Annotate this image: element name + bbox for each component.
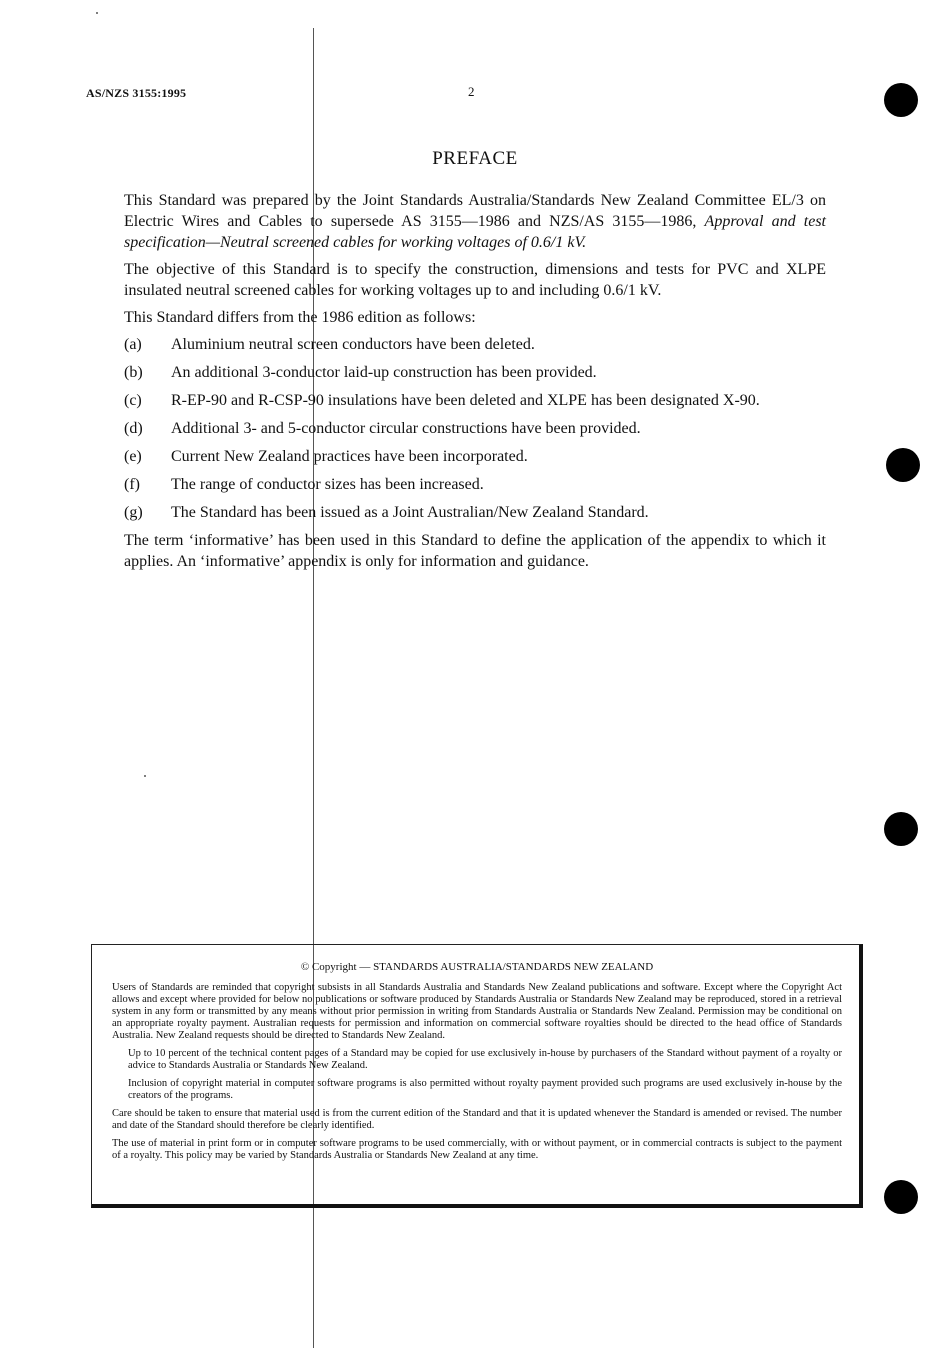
list-item-text: R-EP-90 and R-CSP-90 insulations have been deleted and XLPE has been designated X-90. bbox=[171, 392, 760, 409]
preface-paragraph: The objective of this Standard is to specify the construction, dimensions and tests for PVC and XLPE insulated neutral screened cables for working voltages up to and including 0.6/1 kV. bbox=[124, 261, 826, 299]
list-item bbox=[124, 362, 826, 383]
scan-speck bbox=[96, 12, 98, 14]
list-item bbox=[124, 390, 826, 411]
list-item bbox=[124, 418, 826, 439]
list-item bbox=[124, 474, 826, 495]
list-item-label: (c) bbox=[124, 392, 142, 409]
list-item bbox=[124, 446, 826, 467]
list-item-text: Current New Zealand practices have been incorporated. bbox=[171, 448, 528, 465]
list-item-label: (b) bbox=[124, 364, 143, 381]
copyright-paragraph: Inclusion of copyright material in computer software programs is also permitted without royalty payment provided such programs are used exclusively in-house by the creators of the programs. bbox=[128, 1078, 842, 1101]
preface-paragraph bbox=[124, 190, 826, 253]
list-item-text: Additional 3- and 5-conductor circular constructions have been provided. bbox=[171, 420, 641, 437]
preface-paragraph: The term ‘informative’ has been used in this Standard to define the application of the appendix to which it applies. An ‘informative’ appendix is only for information and guidance. bbox=[124, 532, 826, 570]
list-item-text: The Standard has been issued as a Joint Australian/New Zealand Standard. bbox=[171, 504, 649, 521]
preface-body bbox=[124, 190, 826, 578]
copyright-title: © Copyright — STANDARDS AUSTRALIA/STANDARDS NEW ZEALAND bbox=[300, 961, 654, 973]
list-item-text: An additional 3-conductor laid-up construction has been provided. bbox=[171, 364, 597, 381]
list-item-label: (d) bbox=[124, 420, 143, 437]
page-title: PREFACE bbox=[432, 148, 518, 169]
punch-hole-icon bbox=[884, 1180, 918, 1214]
copyright-notice-content bbox=[112, 961, 842, 1168]
copyright-notice-box bbox=[91, 944, 863, 1208]
list-item-label: (e) bbox=[124, 448, 142, 465]
list-item-text: Aluminium neutral screen conductors have been deleted. bbox=[171, 336, 535, 353]
punch-hole-icon bbox=[884, 83, 918, 117]
copyright-paragraph: The use of material in print form or in computer software programs to be used commercially, with or without payment, or in commercial contracts is subject to the payment of a royalty. This policy may be varied by Standards Australia or Standards New Zealand at any time. bbox=[112, 1138, 842, 1161]
list-item-text: The range of conductor sizes has been increased. bbox=[171, 476, 484, 493]
list-item-label: (f) bbox=[124, 476, 140, 493]
list-item bbox=[124, 334, 826, 355]
list-item bbox=[124, 502, 826, 523]
copyright-paragraph: Care should be taken to ensure that material used is from the current edition of the Standard and that it is updated whenever the Standard is amended or revised. The number and date of the Standard should therefore be clearly identified. bbox=[112, 1108, 842, 1131]
list-item-label: (g) bbox=[124, 504, 143, 521]
copyright-paragraph: Users of Standards are reminded that copyright subsists in all Standards Australia and Standards New Zealand publications and software. Except where the Copyright Act allows and except where provided for below no publications or software produced by Standards Australia or Standards New Zealand may be reproduced, stored in a retrieval system in any form or transmitted by any means without prior permission in writing from Standards Australia or Standards New Zealand. Permission may be conditional on an appropriate royalty payment. Australian requests for permission and information on commercial software royalties should be directed to the head office of Standards Australia. New Zealand requests should be directed to Standards New Zealand. bbox=[112, 982, 842, 1041]
punch-hole-icon bbox=[886, 448, 920, 482]
standard-number: AS/NZS 3155:1995 bbox=[86, 86, 187, 100]
paragraph-text: This Standard was prepared by the Joint Standards Australia/Standards New Zealand Committee EL/3 on Electric Wires and Cables to supersede AS 3155—1986 and NZS/AS 3155—1986, bbox=[124, 192, 826, 230]
copyright-paragraph: Up to 10 percent of the technical content pages of a Standard may be copied for use exclusively in-house by purchasers of the Standard without payment of a royalty or advice to Standards Australia or Standards New Zealand. bbox=[128, 1048, 842, 1071]
preface-paragraph: This Standard differs from the 1986 edition as follows: bbox=[124, 309, 476, 326]
list-item-label: (a) bbox=[124, 336, 142, 353]
scan-speck bbox=[144, 775, 146, 777]
paragraph-italic-title: Approval and test specification—Neutral screened cables for working voltages of 0.6/1 kV. bbox=[124, 213, 826, 251]
punch-hole-icon bbox=[884, 812, 918, 846]
page-number: 2 bbox=[468, 84, 475, 99]
